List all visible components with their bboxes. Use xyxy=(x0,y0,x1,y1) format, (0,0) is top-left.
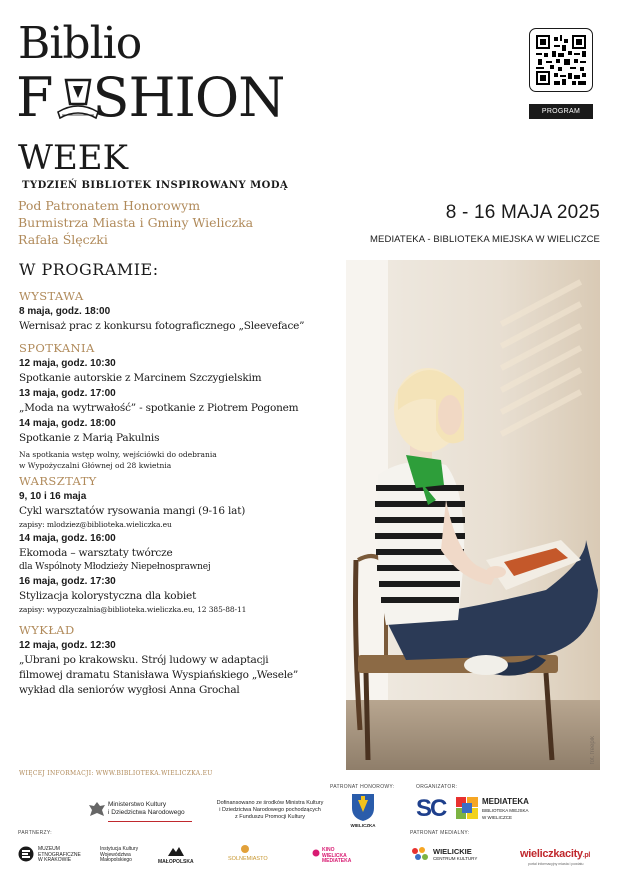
event-subtitle: dla Wspólnoty Młodzieży Niepełnosprawnej xyxy=(19,562,211,572)
museum-line: W KRAKOWIE xyxy=(38,857,72,863)
kino-logo xyxy=(322,848,351,865)
signup-email[interactable]: zapisy: wypozyczalnia@biblioteka.wieliczka.eu, 12 385-88-11 xyxy=(19,605,247,614)
qr-code[interactable] xyxy=(529,28,593,92)
mediateka-logo xyxy=(482,797,529,821)
event-title: Stylizacja kolorystyczna dla kobiet xyxy=(19,590,197,602)
section-title-wystawa: WYSTAWA xyxy=(19,289,84,303)
section-title-spotkania: SPOTKANIA xyxy=(19,341,95,355)
sc-logo: SC xyxy=(416,795,446,822)
wieliczkacity-tagline: portal informacyjny miasta i powiatu xyxy=(528,862,584,866)
event-date: 14 maja, godz. 18:00 xyxy=(19,418,116,429)
wielickie-logo xyxy=(433,848,477,862)
qr-program-label: PROGRAM xyxy=(529,104,593,119)
museum-line: ETNOGRAFICZNE xyxy=(38,851,81,858)
section-title-wyklad: WYKŁAD xyxy=(19,623,75,637)
museum-line: MUZEUM xyxy=(38,846,60,852)
entry-note-line: w Wypożyczalni Głównej od 28 kwietnia xyxy=(19,461,172,470)
logo-fashion-left: F xyxy=(16,66,53,129)
event-date: 12 maja, godz. 10:30 xyxy=(19,358,116,369)
book-crown-icon xyxy=(56,76,100,136)
event-date: 8 maja, godz. 18:00 xyxy=(19,306,111,317)
section-title-warsztaty: WARSZTATY xyxy=(19,474,97,488)
mediateka-title: MEDIATEKA xyxy=(482,797,529,806)
event-date: 14 maja, godz. 16:00 xyxy=(19,533,116,544)
tagline: TYDZIEŃ BIBLIOTEK INSPIROWANY MODĄ xyxy=(22,180,289,191)
ministry-line: i Dziedzictwa Narodowego xyxy=(108,809,185,816)
patronage-line: Burmistrza Miasta i Gminy Wieliczka xyxy=(18,215,254,230)
event-venue: MEDIATEKA - BIBLIOTEKA MIEJSKA W WIELICZCE xyxy=(370,234,600,245)
wieliczka-crest-label: WIELICZKA xyxy=(350,823,376,828)
event-date: 16 maja, godz. 17:30 xyxy=(19,576,116,587)
entry-note xyxy=(19,449,344,471)
patronage-line: Rafała Ślęczki xyxy=(18,232,108,247)
wieliczka-crest-icon xyxy=(350,792,376,822)
signup-email[interactable]: zapisy: mlodziez@biblioteka.wieliczka.eu xyxy=(19,520,172,529)
program-heading: W PROGRAMIE: xyxy=(19,260,159,279)
logo-week: WEEK xyxy=(18,138,128,178)
logo-biblio: Biblio xyxy=(18,18,142,69)
ministry-red-line xyxy=(108,821,192,822)
funding-line: Dofinansowano ze środków Ministra Kultury xyxy=(216,800,324,806)
event-title: Cykl warsztatów rysowania mangi (9-16 lat) xyxy=(19,505,246,517)
event-date: 12 maja, godz. 12:30 xyxy=(19,640,116,651)
event-title: Ekomoda – warsztaty twórcze xyxy=(19,547,173,559)
entry-note-line: Na spotkania wstęp wolny, wejściówki do odebrania xyxy=(19,450,217,459)
solne-miasto-logo: SOLNEMIASTO xyxy=(228,856,268,862)
solne-miasto-sun-icon xyxy=(240,844,250,854)
funding-line: i Dziedzictwa Narodowego pochodzących xyxy=(219,807,321,813)
malopolska-mountains-icon xyxy=(168,846,184,856)
institution-note xyxy=(100,847,138,864)
mediateka-sub: W WIELICZCE xyxy=(482,815,512,820)
more-info-link[interactable]: WIĘCEJ INFORMACJI: WWW.BIBLIOTEKA.WIELICZKA.EU xyxy=(19,770,213,777)
event-dates: 8 - 16 MAJA 2025 xyxy=(445,202,600,223)
eagle-emblem-icon xyxy=(88,800,106,822)
wielickie-burst-icon xyxy=(410,846,430,862)
wielickie-sub: CENTRUM KULTURY xyxy=(433,856,478,861)
event-title: „Ubrani po krakowsku. Strój ludowy w adaptacji xyxy=(19,654,269,666)
funding-note xyxy=(206,800,334,821)
kino-line: KINO xyxy=(322,847,335,853)
program-list xyxy=(19,286,344,698)
qr-code-icon xyxy=(536,35,586,85)
label-media: PATRONAT MEDIALNY: xyxy=(410,830,470,836)
event-date: 9, 10 i 16 maja xyxy=(19,491,87,502)
wieliczkacity-logo xyxy=(520,848,590,860)
logo-fashion-right: SHION xyxy=(92,66,285,129)
ministry-logo xyxy=(108,801,185,817)
patronage-text xyxy=(18,197,253,248)
photo-credit: fot. freepik xyxy=(590,735,596,764)
institution-line: Małopolskiego xyxy=(100,857,132,863)
wieliczkacity-name: wieliczkacity xyxy=(520,848,583,860)
event-title: Spotkanie z Marią Pakulnis xyxy=(19,432,160,444)
kino-dot-icon xyxy=(312,849,320,857)
event-date: 13 maja, godz. 17:00 xyxy=(19,388,116,399)
photo-illustration xyxy=(346,260,600,770)
patronage-line: Pod Patronatem Honorowym xyxy=(18,198,201,213)
museum-e-icon xyxy=(18,846,34,862)
wielickie-title: WIELICKIE xyxy=(433,847,472,856)
institution-line: Województwa xyxy=(100,851,131,858)
funding-line: z Funduszu Promocji Kultury xyxy=(235,814,305,820)
malopolska-logo: MAŁOPOLSKA xyxy=(158,859,194,865)
event-title: Spotkanie autorskie z Marcinem Szczygielskim xyxy=(19,372,262,384)
kino-line: MEDIATEKA xyxy=(322,858,352,864)
label-patron: PATRONAT HONOROWY: xyxy=(330,784,395,790)
label-partners: PARTNERZY: xyxy=(18,830,52,836)
mediateka-mosaic-icon xyxy=(456,797,478,819)
mediateka-sub: BIBLIOTEKA MIEJSKA xyxy=(482,808,529,813)
ministry-line: Ministerstwo Kultury xyxy=(108,801,167,808)
label-organizer: ORGANIZATOR: xyxy=(416,784,458,790)
event-title: „Moda na wytrwałość” - spotkanie z Piotrem Pogonem xyxy=(19,402,299,414)
event-title: filmowej dramatu Stanisława Wyspiańskiego „Wesele” xyxy=(19,669,299,681)
fashion-photo xyxy=(346,260,600,770)
museum-logo xyxy=(38,847,81,864)
event-title: Wernisaż prac z konkursu fotograficznego „Sleeveface” xyxy=(19,320,305,332)
kino-line: WIELICKA xyxy=(322,852,347,859)
wieliczkacity-tld: .pl xyxy=(582,852,591,859)
event-title: wykład dla seniorów wygłosi Anna Grochal xyxy=(19,684,240,696)
institution-line: Instytucja Kultury xyxy=(100,846,139,852)
